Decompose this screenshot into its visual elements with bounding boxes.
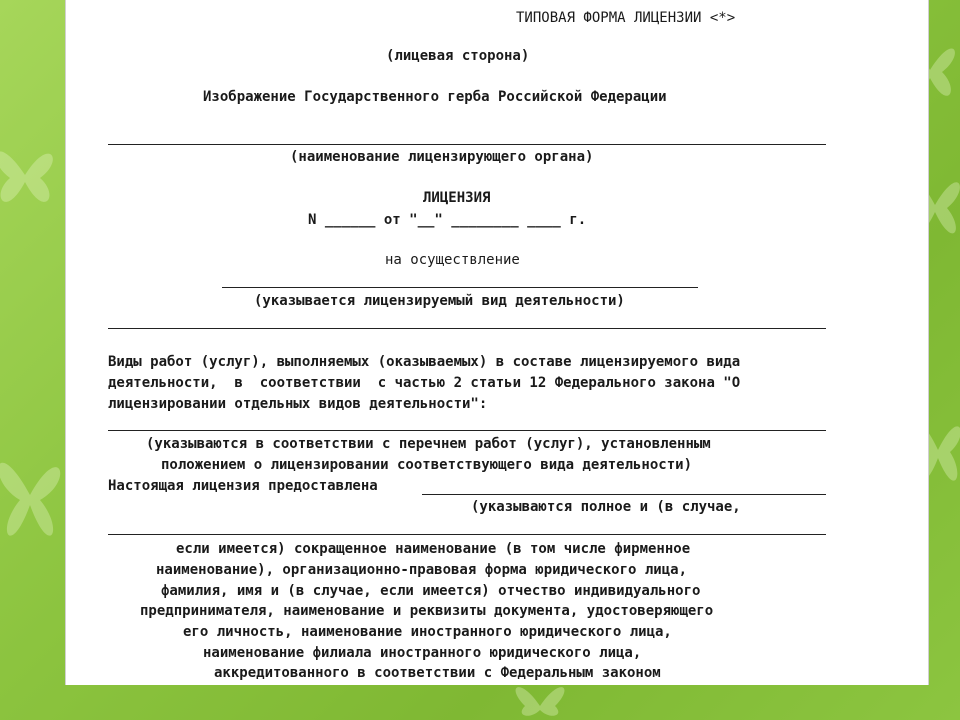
authority-caption: (наименование лицензирующего органа)	[290, 149, 594, 165]
works-paragraph-line: лицензировании отдельных видов деятельности":	[108, 396, 488, 412]
separator-line	[108, 328, 826, 329]
butterfly-icon	[0, 120, 60, 230]
activity-intro: на осуществление	[385, 252, 520, 268]
granted-caption-line: наименование филиала иностранного юридического лица,	[203, 645, 642, 661]
works-caption-line: (указываются в соответствии с перечнем работ (услуг), установленным	[146, 436, 711, 452]
activity-caption: (указывается лицензируемый вид деятельности)	[254, 293, 625, 309]
granted-line	[422, 494, 826, 495]
granted-caption-line: если имеется) сокращенное наименование (в том числе фирменное	[176, 541, 691, 557]
emblem-caption: Изображение Государственного герба Российской Федерации	[203, 89, 667, 105]
granted-line-2	[108, 534, 826, 535]
form-title: ТИПОВАЯ ФОРМА ЛИЦЕНЗИИ <*>	[516, 10, 736, 26]
granted-caption-start: (указываются полное и (в случае,	[471, 499, 741, 515]
granted-caption-line: предпринимателя, наименование и реквизиты документа, удостоверяющего	[140, 603, 714, 619]
works-paragraph-line: Виды работ (услуг), выполняемых (оказываемых) в составе лицензируемого вида	[108, 354, 741, 370]
license-number-line: N ______ от "__" ________ ____ г.	[308, 212, 587, 228]
granted-label: Настоящая лицензия предоставлена	[108, 478, 378, 494]
butterfly-icon	[0, 420, 65, 570]
license-heading: ЛИЦЕНЗИЯ	[423, 190, 491, 206]
document-page	[65, 0, 929, 685]
side-label: (лицевая сторона)	[386, 48, 530, 64]
granted-caption-line: его личность, наименование иностранного юридического лица,	[183, 624, 672, 640]
works-caption-line: положением о лицензировании соответствующего вида деятельности)	[161, 457, 693, 473]
works-line	[108, 430, 826, 431]
granted-caption-line: наименование), организационно-правовая форма юридического лица,	[156, 562, 688, 578]
granted-caption-line: фамилия, имя и (в случае, если имеется) отчество индивидуального	[161, 583, 701, 599]
authority-line	[108, 144, 826, 145]
activity-line	[222, 287, 698, 288]
works-paragraph-line: деятельности, в соответствии с частью 2 статьи 12 Федерального закона "О	[108, 375, 741, 391]
granted-caption-line: аккредитованного в соответствии с Федеральным законом	[214, 665, 661, 681]
